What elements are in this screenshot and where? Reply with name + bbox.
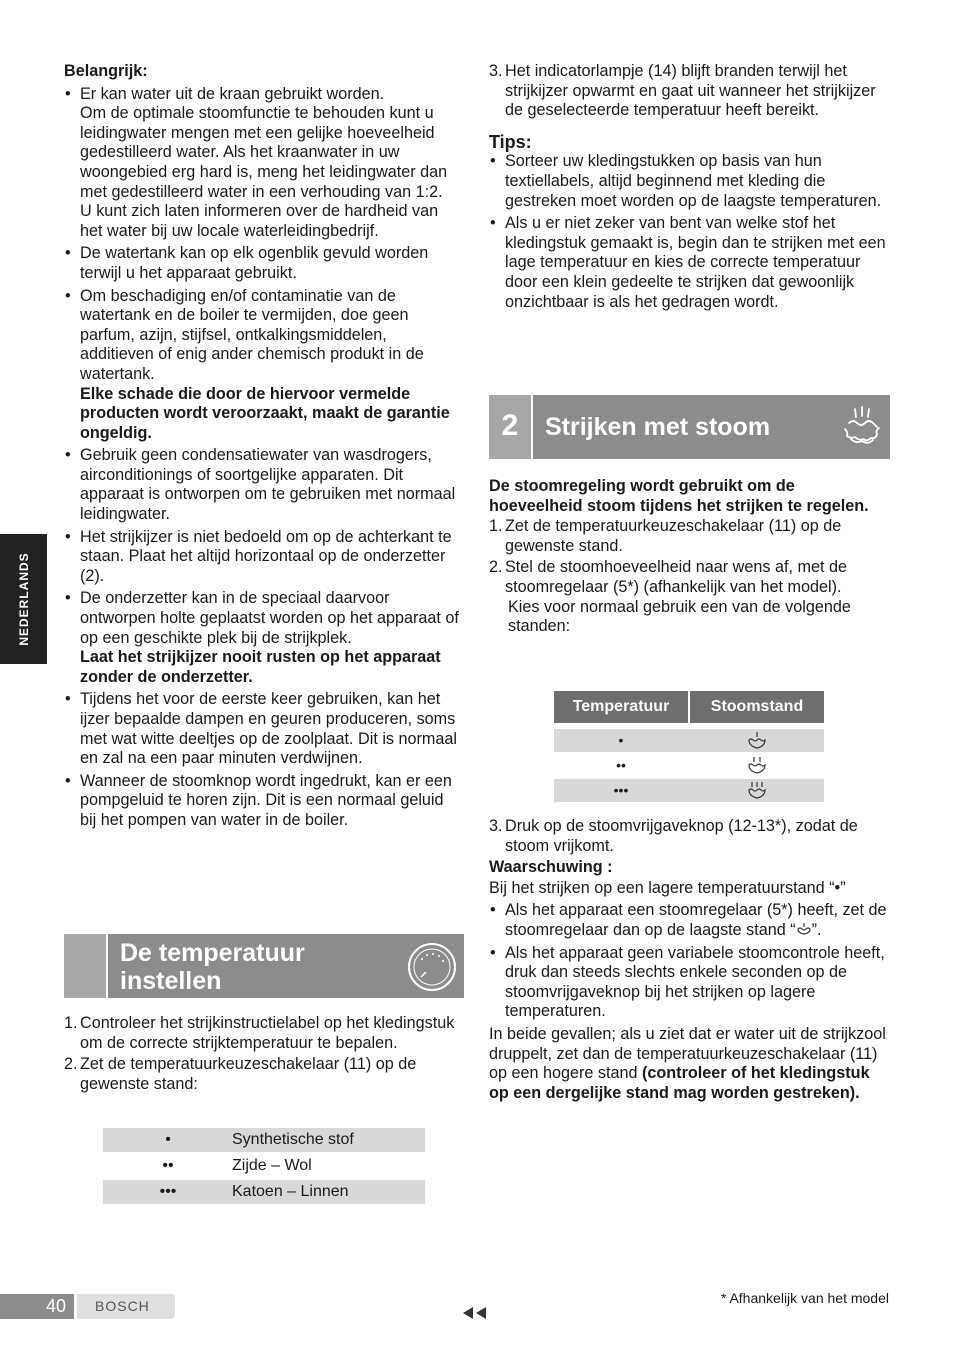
steam-intro: De stoomregeling wordt gebruikt om de hoeveelheid stoom tijdens het strijken te regelen.: [489, 477, 869, 515]
language-label: NEDERLANDS: [16, 552, 31, 646]
section-number: 2: [501, 409, 519, 442]
list-item: • De watertank kan op elk ogenblik gevuld worden terwijl u het apparaat gebruikt.: [64, 244, 464, 283]
steam-level-3-icon: [746, 780, 768, 800]
list-item: • Er kan water uit de kraan gebruikt worden. Om de optimale stoomfunctie te behouden kunt u leidingwater mengen met een gelijke hoeveelheid gedestilleerd water. Als het kraanwater in uw woongebied erg hard is, meng het leidingwater dan met gedestilleerd water in een verhouding van 1:2. U kunt zich laten informeren over de hardheid van het water bij uw locale waterleidingbedrijf.: [64, 85, 464, 242]
table-row: ••: [554, 754, 824, 777]
list-item: • De onderzetter kan in de speciaal daarvoor ontworpen holte geplaatst worden op het apparaat of op een geschikte plek bij de strijkplek. Laat het strijkijzer nooit rusten op het apparaat zonder de onderzetter.: [64, 589, 464, 687]
section-title: De temperatuur instellen: [120, 939, 305, 995]
warranty-warning: Elke schade die door de hiervoor vermelde producten wordt veroorzaakt, maakt de garantie ongeldig.: [80, 384, 450, 442]
steam-level-1-icon: [746, 730, 768, 750]
list-item: • Het strijkijzer is niet bedoeld om op de achterkant te staan. Plaat het altijd horizontaal op de onderzetter (2).: [64, 528, 464, 587]
table-row: •••: [554, 779, 824, 802]
list-item: • Als het apparaat geen variabele stoomcontrole heeft, druk dan steeds slechts enkele seconden op de stoomvrijgaveknop bij het strijken op lagere temperaturen.: [489, 944, 891, 1022]
right-column-top: [489, 62, 891, 315]
list-item: • Tijdens het voor de eerste keer gebruiken, kan het ijzer bepaalde dampen en geuren produceren, soms met wat witte deeltjes op de zoolplaat. Dit is normaal en zal na een paar minuten verdwijnen.: [64, 690, 464, 768]
list-item: • Wanneer de stoomknop wordt ingedrukt, kan er een pompgeluid te horen zijn. Dit is een normaal geluid bij het pompen van water in de boiler.: [64, 772, 464, 831]
section-number-box: [489, 395, 533, 459]
table-row: • Synthetische stof: [103, 1128, 425, 1152]
warning-text: Bij het strijken op een lagere temperatuurstand “•”: [489, 878, 846, 897]
steam-level-2-icon: [746, 755, 768, 775]
page-nav[interactable]: [462, 1306, 490, 1325]
tips-list: [489, 152, 891, 312]
tips-heading: Tips:: [489, 131, 532, 152]
previous-page-icon[interactable]: [462, 1306, 490, 1320]
footnote: * Afhankelijk van het model: [720, 1290, 889, 1306]
step-item: 2. Stel de stoomhoeveelheid naar wens af, met de stoomregelaar (5*) (afhankelijk van het model). Kies voor normaal gebruik een van de volgende standen:: [489, 558, 851, 636]
language-side-tab: [0, 534, 47, 664]
step-item: 3. Het indicatorlampje (14) blijft branden terwijl het strijkijzer opwarmt en gaat uit wanneer het strijkijzer de geselecteerde temperatuur heeft bereikt.: [489, 62, 876, 120]
step-item: 1. Controleer het strijkinstructielabel op het kledingstuk om de correcte strijktemperatuur te bepalen.: [64, 1014, 455, 1052]
page-number: 40: [0, 1294, 74, 1319]
stand-warning: Laat het strijkijzer nooit rusten op het apparaat zonder de onderzetter.: [80, 648, 441, 686]
brand-label: BOSCH: [77, 1294, 175, 1319]
section-number-box: [64, 934, 108, 998]
warning-list: [489, 901, 891, 1022]
list-item: • Om beschadiging en/of contaminatie van de watertank en de boiler te vermijden, doe geen parfum, azijn, stijfsel, ontkalkingsmiddelen, additieven of enig ander chemisch produkt in de watertank. Elke schade die door de hiervoor vermelde producten wordt veroorzaakt, maakt de garantie ongeldig.: [64, 287, 464, 444]
list-item: • Als u er niet zeker van bent van welke stof het kledingstuk gemaakt is, begin dan te strijken met een lage temperatuur en kies de correcte temperatuur door een klein gedeelte te strijken dat gewoonlijk onzichtbaar is als het gedragen wordt.: [489, 214, 891, 312]
list-item: • Sorteer uw kledingstukken op basis van hun textiellabels, altijd beginnend met kleding die gestreken moet worden op de laagste temperaturen.: [489, 152, 891, 211]
important-heading: Belangrijk:: [64, 62, 148, 80]
section-header-temperature: [64, 934, 464, 998]
table-row: •: [554, 729, 824, 752]
steam-icon: [841, 403, 883, 449]
table-row: ••• Katoen – Linnen: [103, 1180, 425, 1204]
section-title: Strijken met stoom: [545, 413, 771, 441]
steam-low-icon: [796, 922, 812, 936]
list-item: • Gebruik geen condensatiewater van wasdrogers, airconditionings of soortgelijke apparaten. Dit apparaat is ontworpen om te gebruiken met normaal leidingwater.: [64, 446, 464, 524]
section-header-steam: [489, 395, 890, 459]
steam-section-bottom: [489, 817, 891, 1103]
warning-heading: Waarschuwing :: [489, 858, 613, 877]
step-item: 1. Zet de temperatuurkeuzeschakelaar (11) op de gewenste stand.: [489, 517, 842, 555]
closing-text: In beide gevallen; als u ziet dat er water uit de strijkzool druppelt, zet dan de temperatuurkeuzeschakelaar (11) op een hogere stand (controleer of het kledingstuk op een dergelijke stand mag worden gestreken).: [489, 1024, 886, 1102]
table-header: Temperatuur Stoomstand: [554, 691, 824, 723]
step-item: 2. Zet de temperatuurkeuzeschakelaar (11) op de gewenste stand:: [64, 1055, 417, 1093]
table-row: •• Zijde – Wol: [103, 1154, 425, 1178]
left-column: [64, 62, 464, 834]
list-item: • Als het apparaat een stoomregelaar (5*) heeft, zet de stoomregelaar dan op de laagste stand “ ”.: [489, 901, 891, 940]
steam-section: [489, 477, 891, 639]
step-item: 3. Druk op de stoomvrijgaveknop (12-13*), zodat de stoom vrijkomt.: [489, 817, 858, 855]
important-list: [64, 85, 464, 831]
temperature-steps: [64, 1014, 464, 1096]
temperature-dial-icon: [406, 941, 458, 993]
